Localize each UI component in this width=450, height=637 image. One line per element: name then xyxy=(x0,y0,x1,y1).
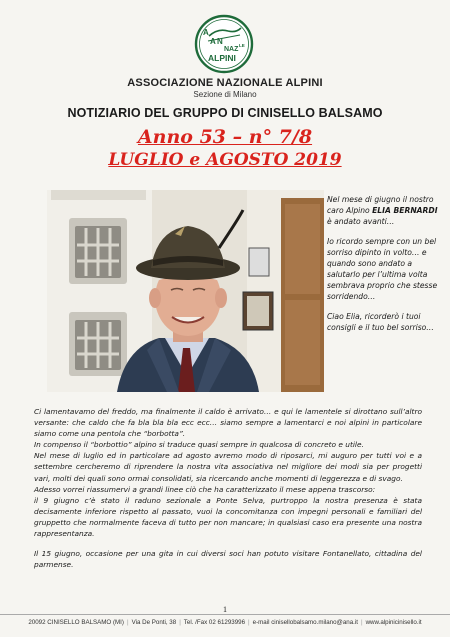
newsletter-title: NOTIZIARIO DEL GRUPPO DI CINISELLO BALSAMO xyxy=(67,106,383,120)
body-paragraph: Nel mese di luglio ed in particolare ad agosto avremo modo di riposarci, mi auguro per tutti voi e a settembre cercheremo di riprendere la nostra vita associativa nel migliore dei modi sia per progetti vari, molti dei quali sono ormai consolidati, sia ricercando anche momenti di leggerezza e di svago. xyxy=(34,451,422,483)
association-name: ASSOCIAZIONE NAZIONALE ALPINI xyxy=(127,77,323,89)
body-paragraph: il 9 giugno c’è stato il raduno sezionale a Ponte Selva, purtroppo la nostra presenza è stata decisamente inferiore rispetto al passato, vuoi la concomitanza con impegni personali e familiari del gruppetto che normalmente faceva di tutto per non mancare; in qualsiasi caso era presente una nostra rappresentanza. xyxy=(34,495,422,539)
issue-number: Anno 53 – n° 7/8 xyxy=(137,126,313,148)
svg-text:ALPINI: ALPINI xyxy=(208,53,236,63)
tribute-name: ELIA BERNARDI xyxy=(372,206,438,215)
tribute-intro: Nel mese di giugno il nostro caro Alpino ELIA BERNARDI è andato avanti… xyxy=(327,195,438,226)
issue-date: LUGLIO e AGOSTO 2019 xyxy=(108,150,342,170)
body-paragraph: Ci lamentavamo del freddo, ma finalmente il caldo è arrivato… e qui le lamentele si dirottano sull’altro versante: che caldo che fa bla bla bla ecc ecc… siamo sempre a lamentarci e noi alpini in particolare siamo come una pentola che “borbotta”. xyxy=(34,407,422,439)
body-paragraph: In compenso il “borbottio” alpino si traduce quasi sempre in qualcosa di concreto e utile. xyxy=(34,440,364,450)
footer-email[interactable]: e-mail cinisellobalsamo.milano@ana.it xyxy=(252,619,358,626)
footer-address: 20092 CINISELLO BALSAMO (MI) xyxy=(28,619,124,626)
portrait-photo xyxy=(47,190,324,392)
body-paragraph: Adesso vorrei riassumervi a grandi linee ciò che ha caratterizzato il mese appena trascorso: xyxy=(34,484,376,494)
footer-contacts: 20092 CINISELLO BALSAMO (MI) | Via De Ponti, 38 | Tel. /Fax 02 61293996 | e-mail cinisellobalsamo.milano@ana.it | www.alpinicinisello.it xyxy=(0,614,450,626)
side-tribute xyxy=(327,194,439,342)
association-section: Sezione di Milano xyxy=(193,90,257,99)
article-body xyxy=(34,406,422,570)
tribute-farewell: Ciao Elia, ricorderò i tuoi consigli e il tuo bel sorriso… xyxy=(327,312,434,332)
svg-text:N: N xyxy=(217,37,223,46)
body-paragraph: Il 15 giugno, occasione per una gita in cui diversi soci han potuto visitare Fontanellato, cittadina del parmense. xyxy=(34,549,422,570)
footer-street: Via De Ponti, 38 xyxy=(131,619,177,626)
svg-text:A: A xyxy=(203,28,209,37)
svg-text:LE: LE xyxy=(239,43,245,48)
footer-website[interactable]: www.alpinicinisello.it xyxy=(365,619,422,626)
ana-logo xyxy=(194,14,254,74)
page-number: 1 xyxy=(223,605,227,614)
svg-text:NAZ: NAZ xyxy=(224,46,239,53)
tribute-memory: Io ricordo sempre con un bel sorriso dipinto in volto… e quando sono andato a salutarlo per l’ultima volta sembrava proprio che stesse sorridendo… xyxy=(327,237,438,301)
svg-text:A: A xyxy=(210,37,216,46)
footer-phone: Tel. /Fax 02 61293996 xyxy=(183,619,246,626)
